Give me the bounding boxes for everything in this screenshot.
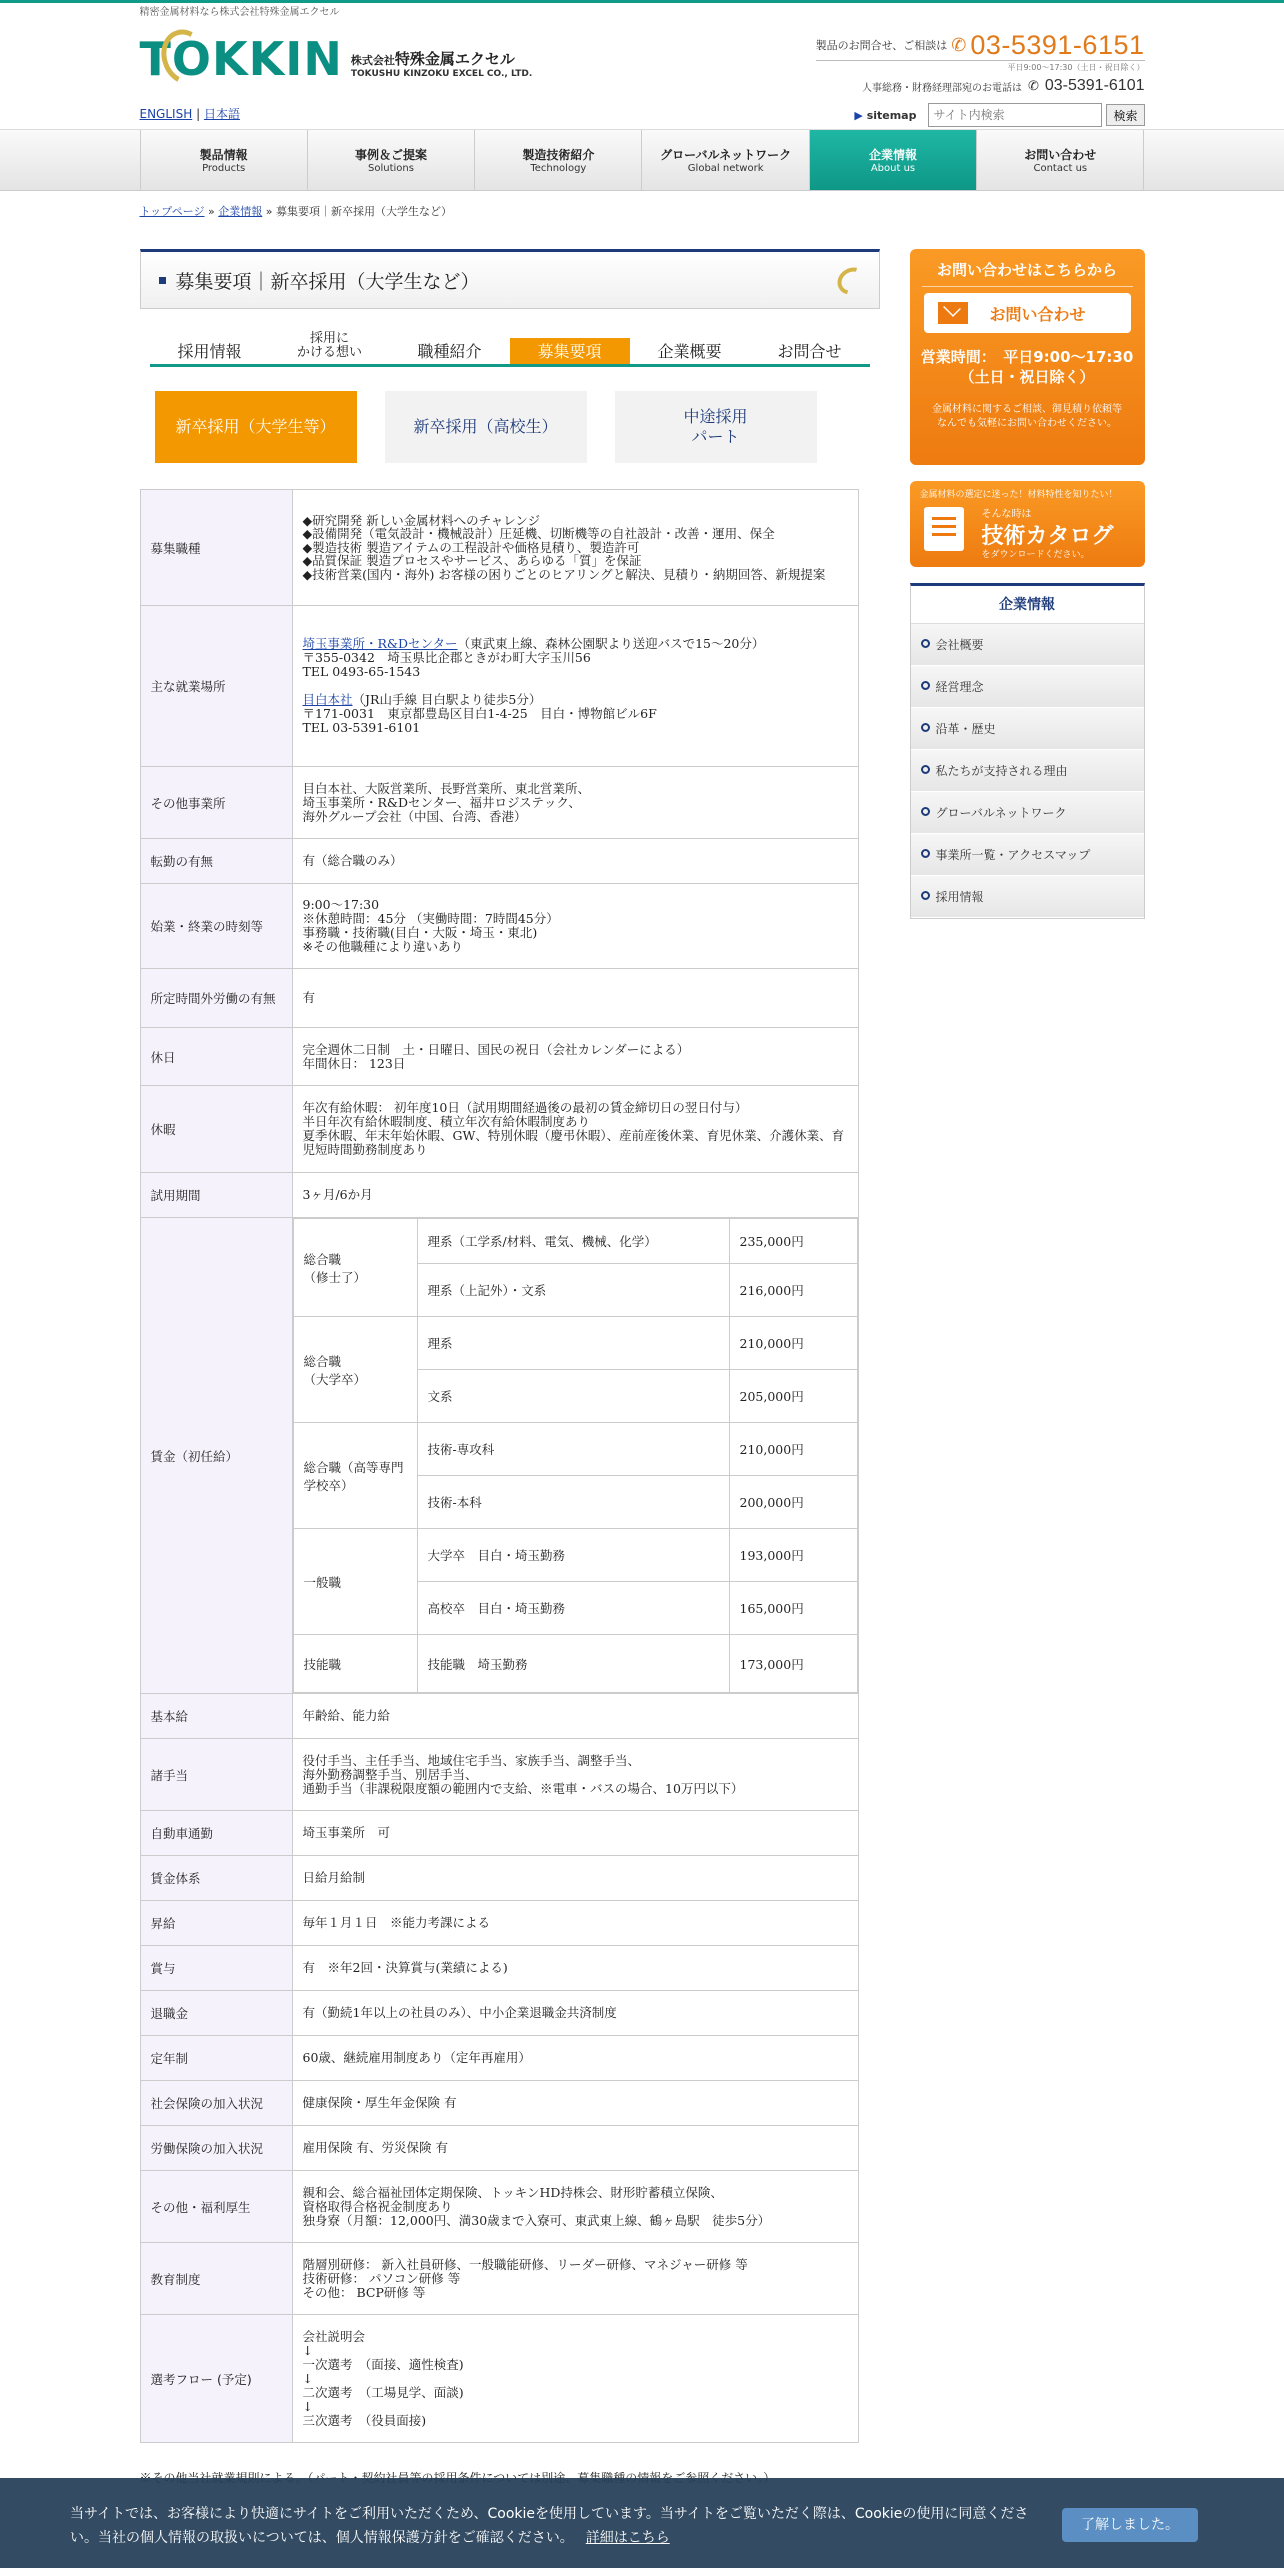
arrow-right-icon: ▶	[854, 108, 863, 122]
table-row: 賞与 有 ※年2回・決算賞与(業績による)	[140, 1946, 858, 1991]
nav-global-network[interactable]: グローバルネットワーク Global network	[641, 130, 808, 190]
wage-table: 総合職 （修士了） 理系（工学系/材料、電気、機械、化学） 235,000円 理系（上記外）・文系 216,000円 総合職 （大学卒） 理系 210,000円 文系 205,000円 総合職（高等専門学校卒） 技術-専攻科 210,000円 技術-本科 200,000円 一般職 大学卒 目白・埼玉勤務 193,000円 高校卒 目白・埼玉勤務 165,000円 技能職 技能職 埼玉勤務 173,000円	[293, 1218, 858, 1693]
table-row: 教育制度 階層別研修： 新入社員研修、一般職能研修、リーダー研修、マネジャー研修 等 技術研修： パソコン研修 等 その他： BCP研修 等	[140, 2243, 858, 2315]
table-row: 賃金体系 日給月給制	[140, 1856, 858, 1901]
sidebar-contact-box: お問い合わせはこちらから お問い合わせ 営業時間： 平日9:00～17:30 （土日・祝日除く） 金属材料に関するご相談、御見積り依頼等 なんでも気軽にお問い合わせください。	[910, 249, 1145, 465]
table-row: 所定時間外労働の有無 有	[140, 969, 858, 1028]
breadcrumb-current: 募集要項｜新卒採用（大学生など）	[275, 205, 452, 218]
table-row: 定年制 60歳、継続雇用制度あり（定年再雇用）	[140, 2036, 858, 2081]
phone-icon: ✆	[951, 34, 967, 56]
table-row: その他事業所 目白本社、大阪営業所、長野営業所、東北営業所、 埼玉事業所・R&Dセンター、福井ロジステック、 海外グループ会社（中国、台湾、香港）	[140, 767, 858, 839]
tab-recruit-thoughts[interactable]: 採用に かける想い	[296, 331, 362, 360]
sidebar-item-offices[interactable]: 事業所一覧・アクセスマップ	[911, 834, 1144, 876]
phone-icon: ✆	[1027, 78, 1039, 94]
table-row: 昇給 毎年１月１日 ※能力考課による	[140, 1901, 858, 1946]
table-row: 自動車通勤 埼玉事業所 可	[140, 1811, 858, 1856]
cookie-accept-button[interactable]: 了解しました。	[1062, 2508, 1198, 2542]
nav-about-us[interactable]: 企業情報 About us	[809, 130, 976, 190]
sidebar-contact-note: 金属材料に関するご相談、御見積り依頼等 なんでも気軽にお問い合わせください。	[932, 404, 1122, 429]
table-row: その他・福利厚生 親和会、総合福祉団体定期保険、トッキンHD持株会、財形貯蓄積立保険、 資格取得合格祝金制度あり 独身寮（月額：12,000円、満30歳まで入寮可、東武東上線、鶴ヶ島駅 徒歩5分）	[140, 2171, 858, 2243]
tab-company-overview[interactable]: 企業概要	[657, 342, 722, 361]
table-row: 休日 完全週休二日制 土・日曜日、国民の祝日（会社カレンダーによる） 年間休日： 123日	[140, 1028, 858, 1086]
table-row: 選考フロー (予定) 会社説明会 ↓ 一次選考 （面接、適性検査) ↓ 二次選考 （工場見学、面談) ↓ 三次選考 （役員面接)	[140, 2315, 858, 2443]
table-row: 基本給 年齢給、能力給	[140, 1694, 858, 1739]
sidebar-nav-title: 企業情報	[911, 586, 1144, 624]
tab-requirements[interactable]: 募集要項	[510, 338, 630, 364]
nav-solutions[interactable]: 事例＆ご提案 Solutions	[307, 130, 474, 190]
sidebar	[910, 249, 1145, 919]
sidebar-item-history[interactable]: 沿革・歴史	[911, 708, 1144, 750]
subtab-new-grad-highschool[interactable]: 新卒採用（高校生）	[385, 391, 587, 463]
language-switch: ENGLISH | 日本語	[139, 107, 240, 121]
table-row: 退職金 有（勤続1年以上の社員のみ）、中小企業退職金共済制度	[140, 1991, 858, 2036]
table-row: 賃金（初任給） 総合職 （修士了） 理系（工学系/材料、電気、機械、化学） 235,000円 理系（上記外）・文系 216,000円 総合職 （大学卒） 理系 210,000円 文系 205,000円 総合職（高等専門学校卒） 技術-専攻科 210,000円 技術-本科 200,000円 一般職 大学卒 目白・埼玉勤務 193,000円 高校卒 目白・埼玉勤務 165,000円 技能職 技能職 埼玉勤務 173,000円	[140, 1218, 858, 1694]
main-content	[140, 249, 880, 2486]
tab-recruit-info[interactable]: 採用情報	[177, 342, 242, 361]
page-title: 募集要項｜新卒採用（大学生など）	[140, 249, 880, 309]
table-row: 社会保険の加入状況 健康保険・厚生年金保険 有	[140, 2081, 858, 2126]
breadcrumb-company[interactable]: 企業情報	[218, 205, 263, 218]
breadcrumb-home[interactable]: トップページ	[139, 205, 205, 218]
contact-label: 製品のお問合せ、ご相談は	[815, 39, 948, 52]
logo-company-name: 株式会社特殊金属エクセル TOKUSHU KINZOKU EXCEL CO., LTD.	[350, 50, 533, 79]
search-button[interactable]: 検索	[1106, 104, 1144, 126]
table-row: 試用期間 3ヶ月/6か月	[140, 1173, 858, 1218]
sidebar-item-global-network[interactable]: グローバルネットワーク	[911, 792, 1144, 834]
table-row: 転勤の有無 有（総合職のみ）	[140, 839, 858, 884]
sidebar-item-philosophy[interactable]: 経営理念	[911, 666, 1144, 708]
table-row: 始業・終業の時刻等 9:00～17:30 ※休憩時間：45分 （実働時間：7時間45分） 事務職・技術職(目白・大阪・埼玉・東北) ※その他職種により違いあり	[140, 884, 858, 969]
header-tagline: 精密金属材料なら株式会社特殊金属エクセル	[139, 7, 340, 18]
business-hours: 平日9:00～17:30（土日・祝日除く）	[816, 60, 1145, 73]
lang-japanese-link[interactable]: 日本語	[203, 107, 240, 121]
subtab-midcareer-parttime[interactable]: 中途採用 パート	[615, 391, 817, 463]
hr-contact-label: 人事総務・財務経理部宛のお電話は	[861, 82, 1022, 94]
sidebar-hours: 営業時間： 平日9:00～17:30 （土日・祝日除く）	[920, 348, 1134, 386]
table-row: 募集職種 ◆研究開発 新しい金属材料へのチャレンジ ◆設備開発（電気設計・機械設計）圧延機、切断機等の自社設計・改善・運用、保全 ◆製造技術 製造アイテムの工程設計や価格見積り、製造許可 ◆品質保証 製造プロセスやサービス、あらゆる「質」を保証 ◆技術営業(国内・海外) お客様の困りごとのヒアリングと解決、見積り・納期回答、新規提案	[140, 490, 858, 606]
tab-inquiry[interactable]: お問合せ	[777, 342, 842, 361]
table-row: 主な就業場所 埼玉事業所・R&Dセンター（東武東上線、森林公園駅より送迎バスで15～20分） 〒355-0342 埼玉県比企郡ときがわ町大字玉川56 TEL 0493-65-1543 目白本社（JR山手線 目白駅より徒歩5分） 〒171-0031 東京都豊島区目白1-4-25 目白・博物館ビル6F TEL 03-5391-6101	[140, 606, 858, 767]
recruit-tabs	[150, 327, 870, 367]
table-row: 諸手当 役付手当、主任手当、地域住宅手当、家族手当、調整手当、 海外勤務調整手当、別居手当、 通勤手当（非課税限度額の範囲内で支給、※電車・バスの場合、10万円以下）	[140, 1739, 858, 1811]
catalog-banner[interactable]: 金属材料の選定に迷った！材料特性を知りたい！ そんな時は 技術カタログ をダウンロードください。	[910, 481, 1145, 567]
saitama-office-link[interactable]: 埼玉事業所・R&Dセンター	[302, 636, 458, 651]
sidebar-item-recruit[interactable]: 採用情報	[911, 876, 1144, 918]
hr-phone-number[interactable]: 03-5391-6101	[1044, 77, 1145, 94]
site-logo[interactable]	[139, 32, 533, 86]
nav-products[interactable]: 製品情報 Products	[140, 130, 307, 190]
mejiro-hq-link[interactable]: 目白本社	[302, 692, 353, 707]
lang-english-link[interactable]: ENGLISH	[139, 107, 193, 121]
table-row: 休暇 年次有給休暇： 初年度10日（試用期間経過後の最初の賃金締切日の翌日付与） 半日年次有給休暇制度、積立年次有給休暇制度あり 夏季休暇、年末年始休暇、GW、特別休暇（慶弔休暇）、産前産後休業、育児休業、介護休業、育児短時間勤務制度あり	[140, 1086, 858, 1173]
sidebar-item-company-profile[interactable]: 会社概要	[911, 624, 1144, 666]
sitemap-link[interactable]: ▶ sitemap	[854, 108, 917, 122]
global-nav	[0, 129, 1284, 191]
table-row: 労働保険の加入状況 雇用保険 有、労災保険 有	[140, 2126, 858, 2171]
catalog-document-icon	[924, 507, 964, 551]
requirements-table	[140, 489, 859, 2443]
cookie-text: 当サイトでは、お客様により快適にサイトをご利用いただくため、Cookieを使用しています。当サイトをご覧いただく際は、Cookieの使用に同意ください。当社の個人情報の取扱いについては、個人情報保護方針をご確認ください。	[70, 2506, 1029, 2546]
tab-job-types[interactable]: 職種紹介	[417, 342, 482, 361]
cookie-banner	[0, 2478, 1284, 2568]
square-bullet-icon	[159, 277, 166, 284]
nav-technology[interactable]: 製造技術紹介 Technology	[474, 130, 641, 190]
logo-wordmark: TOKKIN	[140, 35, 343, 83]
site-search	[854, 103, 1144, 127]
header-contact	[816, 31, 1145, 95]
sidebar-company-nav	[910, 583, 1145, 919]
contact-button[interactable]: お問い合わせ	[924, 293, 1131, 333]
recruit-subtabs	[155, 391, 865, 463]
mail-icon	[938, 302, 968, 324]
main-phone-number[interactable]: 03-5391-6151	[970, 30, 1145, 60]
sidebar-item-reasons[interactable]: 私たちが支持される理由	[911, 750, 1144, 792]
swoosh-icon	[832, 262, 871, 300]
breadcrumb: トップページ » 企業情報 » 募集要項｜新卒採用（大学生など）	[139, 205, 452, 218]
site-header	[140, 23, 1145, 129]
nav-contact-us[interactable]: お問い合わせ Contact us	[976, 130, 1144, 190]
subtab-new-grad-university[interactable]: 新卒採用（大学生等）	[155, 391, 357, 463]
search-input[interactable]	[928, 103, 1102, 127]
cookie-details-link[interactable]: 詳細はこちら	[585, 2530, 670, 2546]
